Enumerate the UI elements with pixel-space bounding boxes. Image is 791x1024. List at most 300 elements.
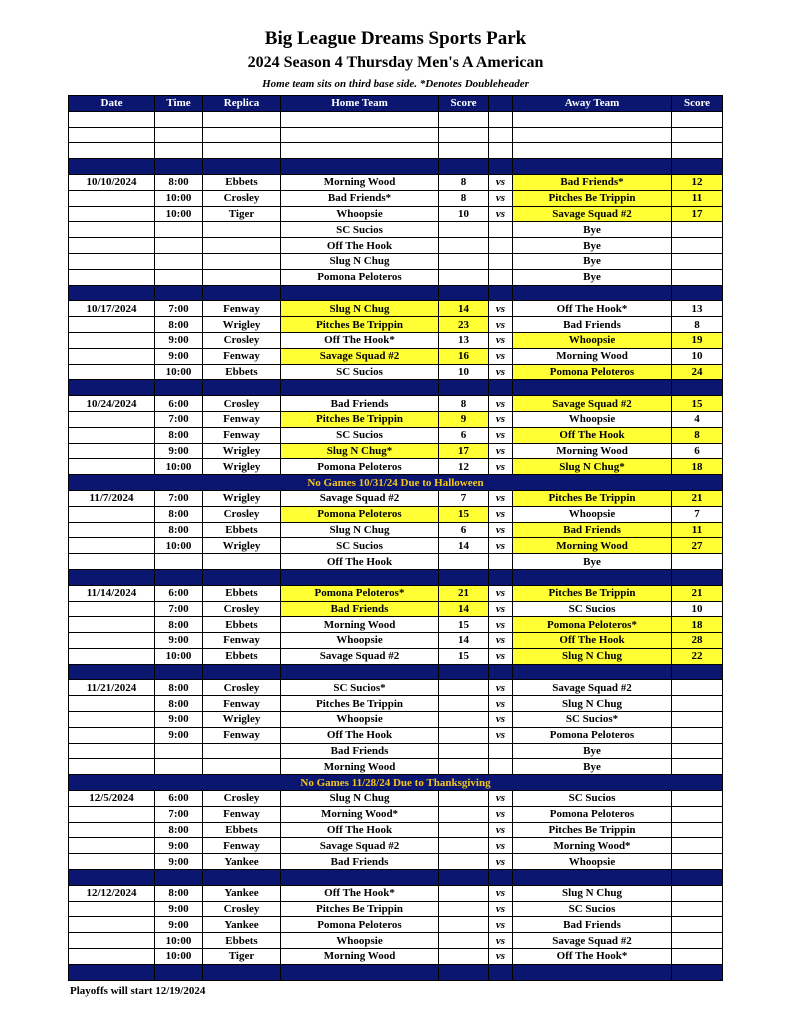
home-score-cell: [439, 901, 489, 917]
home-team-cell: Savage Squad #2: [281, 648, 439, 664]
date-cell: [69, 838, 155, 854]
game-row: [69, 917, 723, 933]
away-team-cell: Slug N Chug: [513, 648, 672, 664]
game-row: [69, 238, 723, 254]
col-date: Date: [69, 96, 155, 112]
field-cell: Wrigley: [203, 538, 281, 554]
game-row: [69, 253, 723, 269]
home-team-cell: Bad Friends*: [281, 190, 439, 206]
section-divider: [69, 159, 723, 175]
field-cell: Crosley: [203, 680, 281, 696]
away-score-cell: 18: [672, 459, 723, 475]
empty-cell: [281, 111, 439, 127]
away-score-cell: 11: [672, 190, 723, 206]
date-cell: 10/24/2024: [69, 396, 155, 412]
field-cell: Crosley: [203, 190, 281, 206]
field-cell: [203, 222, 281, 238]
home-team-cell: Slug N Chug: [281, 301, 439, 317]
home-team-cell: Savage Squad #2: [281, 838, 439, 854]
divider-cell: [513, 964, 672, 980]
vs-cell: vs: [489, 443, 513, 459]
game-row: [69, 269, 723, 285]
home-team-cell: Bad Friends: [281, 601, 439, 617]
date-cell: [69, 759, 155, 775]
game-row: [69, 364, 723, 380]
divider-cell: [513, 159, 672, 175]
time-cell: 10:00: [155, 648, 203, 664]
home-team-cell: Off The Hook: [281, 238, 439, 254]
empty-cell: [203, 127, 281, 143]
away-score-cell: [672, 269, 723, 285]
field-cell: Ebbets: [203, 174, 281, 190]
divider-cell: [281, 159, 439, 175]
away-score-cell: 18: [672, 617, 723, 633]
divider-cell: [439, 159, 489, 175]
empty-cell: [439, 143, 489, 159]
empty-cell: [439, 111, 489, 127]
vs-cell: [489, 554, 513, 570]
section-divider: [69, 664, 723, 680]
vs-cell: vs: [489, 411, 513, 427]
away-team-cell: Whoopsie: [513, 411, 672, 427]
away-team-cell: Bad Friends: [513, 317, 672, 333]
date-cell: [69, 190, 155, 206]
game-row: [69, 554, 723, 570]
home-team-cell: SC Sucios: [281, 222, 439, 238]
section-divider: [69, 285, 723, 301]
away-score-cell: [672, 554, 723, 570]
game-row: [69, 949, 723, 965]
time-cell: 10:00: [155, 190, 203, 206]
col-home-score: Score: [439, 96, 489, 112]
divider-cell: [155, 380, 203, 396]
date-cell: 12/12/2024: [69, 885, 155, 901]
away-team-cell: Bye: [513, 253, 672, 269]
home-score-cell: 8: [439, 396, 489, 412]
home-score-cell: [439, 822, 489, 838]
home-team-cell: Off The Hook: [281, 727, 439, 743]
away-team-cell: Savage Squad #2: [513, 680, 672, 696]
field-cell: [203, 743, 281, 759]
home-score-cell: 15: [439, 648, 489, 664]
date-cell: [69, 348, 155, 364]
schedule-note: Home team sits on third base side. *Denotes Doubleheader: [262, 78, 529, 90]
section-divider: [69, 964, 723, 980]
empty-cell: [281, 143, 439, 159]
vs-cell: [489, 222, 513, 238]
away-score-cell: 10: [672, 601, 723, 617]
section-divider: [69, 380, 723, 396]
time-cell: 10:00: [155, 206, 203, 222]
field-cell: Ebbets: [203, 585, 281, 601]
time-cell: 7:00: [155, 301, 203, 317]
home-team-cell: Morning Wood: [281, 759, 439, 775]
vs-cell: vs: [489, 538, 513, 554]
vs-cell: vs: [489, 806, 513, 822]
game-row: [69, 727, 723, 743]
field-cell: Crosley: [203, 601, 281, 617]
away-score-cell: 22: [672, 648, 723, 664]
schedule-table: [68, 95, 723, 981]
time-cell: 7:00: [155, 411, 203, 427]
away-score-cell: [672, 901, 723, 917]
home-team-cell: Savage Squad #2: [281, 490, 439, 506]
home-score-cell: 15: [439, 617, 489, 633]
vs-cell: vs: [489, 885, 513, 901]
vs-cell: vs: [489, 601, 513, 617]
date-cell: [69, 522, 155, 538]
away-score-cell: 24: [672, 364, 723, 380]
home-score-cell: [439, 759, 489, 775]
time-cell: [155, 253, 203, 269]
away-team-cell: Pitches Be Trippin: [513, 190, 672, 206]
empty-row: [69, 143, 723, 159]
date-cell: [69, 822, 155, 838]
vs-cell: vs: [489, 459, 513, 475]
away-score-cell: [672, 680, 723, 696]
away-team-cell: SC Sucios: [513, 601, 672, 617]
home-score-cell: 14: [439, 601, 489, 617]
home-score-cell: [439, 838, 489, 854]
divider-cell: [489, 870, 513, 886]
divider-cell: [281, 380, 439, 396]
divider-cell: [155, 569, 203, 585]
vs-cell: vs: [489, 332, 513, 348]
vs-cell: vs: [489, 522, 513, 538]
game-row: [69, 506, 723, 522]
no-games-text: No Games 11/28/24 Due to Thanksgiving: [69, 775, 723, 791]
date-cell: [69, 538, 155, 554]
date-cell: [69, 696, 155, 712]
empty-cell: [155, 127, 203, 143]
date-cell: [69, 506, 155, 522]
home-score-cell: [439, 712, 489, 728]
away-score-cell: 12: [672, 174, 723, 190]
no-games-notice: [69, 475, 723, 491]
away-team-cell: Morning Wood: [513, 348, 672, 364]
game-row: [69, 522, 723, 538]
field-cell: Wrigley: [203, 459, 281, 475]
away-score-cell: 19: [672, 332, 723, 348]
time-cell: 9:00: [155, 712, 203, 728]
divider-cell: [69, 964, 155, 980]
divider-cell: [203, 285, 281, 301]
field-cell: Yankee: [203, 854, 281, 870]
vs-cell: vs: [489, 396, 513, 412]
away-score-cell: 6: [672, 443, 723, 459]
vs-cell: vs: [489, 506, 513, 522]
away-score-cell: [672, 791, 723, 807]
time-cell: 8:00: [155, 822, 203, 838]
home-score-cell: 6: [439, 522, 489, 538]
date-cell: 10/10/2024: [69, 174, 155, 190]
home-score-cell: 10: [439, 206, 489, 222]
away-team-cell: SC Sucios*: [513, 712, 672, 728]
home-team-cell: Slug N Chug: [281, 791, 439, 807]
away-team-cell: Off The Hook: [513, 633, 672, 649]
vs-cell: vs: [489, 206, 513, 222]
home-team-cell: Pomona Peloteros: [281, 269, 439, 285]
field-cell: Ebbets: [203, 933, 281, 949]
date-cell: [69, 427, 155, 443]
time-cell: 9:00: [155, 332, 203, 348]
home-team-cell: Whoopsie: [281, 933, 439, 949]
away-team-cell: Bye: [513, 554, 672, 570]
home-score-cell: 8: [439, 174, 489, 190]
home-score-cell: 14: [439, 301, 489, 317]
away-team-cell: Pitches Be Trippin: [513, 585, 672, 601]
date-cell: 11/21/2024: [69, 680, 155, 696]
date-cell: [69, 253, 155, 269]
date-cell: 12/5/2024: [69, 791, 155, 807]
field-cell: Crosley: [203, 332, 281, 348]
date-cell: [69, 222, 155, 238]
field-cell: Fenway: [203, 806, 281, 822]
field-cell: Yankee: [203, 917, 281, 933]
home-team-cell: Morning Wood: [281, 174, 439, 190]
vs-cell: vs: [489, 680, 513, 696]
vs-cell: vs: [489, 364, 513, 380]
empty-cell: [672, 143, 723, 159]
col-vs: [489, 96, 513, 112]
away-team-cell: Savage Squad #2: [513, 396, 672, 412]
away-team-cell: Bad Friends: [513, 917, 672, 933]
home-score-cell: [439, 743, 489, 759]
vs-cell: [489, 238, 513, 254]
away-team-cell: Pomona Peloteros: [513, 364, 672, 380]
date-cell: [69, 443, 155, 459]
divider-cell: [203, 569, 281, 585]
date-cell: [69, 206, 155, 222]
divider-cell: [281, 285, 439, 301]
home-team-cell: Pomona Peloteros*: [281, 585, 439, 601]
game-row: [69, 585, 723, 601]
field-cell: Yankee: [203, 885, 281, 901]
away-team-cell: Pitches Be Trippin: [513, 822, 672, 838]
field-cell: [203, 269, 281, 285]
game-row: [69, 633, 723, 649]
game-row: [69, 317, 723, 333]
game-row: [69, 743, 723, 759]
vs-cell: vs: [489, 427, 513, 443]
away-score-cell: [672, 854, 723, 870]
date-cell: [69, 712, 155, 728]
field-cell: Tiger: [203, 206, 281, 222]
away-team-cell: Off The Hook*: [513, 949, 672, 965]
time-cell: 8:00: [155, 506, 203, 522]
vs-cell: vs: [489, 727, 513, 743]
empty-row: [69, 127, 723, 143]
time-cell: 9:00: [155, 443, 203, 459]
game-row: [69, 617, 723, 633]
away-team-cell: Whoopsie: [513, 506, 672, 522]
game-row: [69, 712, 723, 728]
away-score-cell: 8: [672, 317, 723, 333]
divider-cell: [439, 664, 489, 680]
date-cell: [69, 633, 155, 649]
vs-cell: vs: [489, 696, 513, 712]
date-cell: [69, 411, 155, 427]
divider-cell: [203, 664, 281, 680]
away-score-cell: [672, 949, 723, 965]
away-team-cell: SC Sucios: [513, 901, 672, 917]
field-cell: Ebbets: [203, 617, 281, 633]
away-team-cell: Pomona Peloteros: [513, 806, 672, 822]
empty-cell: [489, 111, 513, 127]
away-score-cell: [672, 822, 723, 838]
empty-row: [69, 111, 723, 127]
divider-cell: [513, 664, 672, 680]
away-team-cell: Bye: [513, 743, 672, 759]
divider-cell: [489, 285, 513, 301]
home-team-cell: Whoopsie: [281, 633, 439, 649]
divider-cell: [672, 380, 723, 396]
empty-cell: [203, 143, 281, 159]
home-team-cell: Pomona Peloteros: [281, 459, 439, 475]
vs-cell: vs: [489, 791, 513, 807]
page-subtitle: 2024 Season 4 Thursday Men's A American: [247, 54, 544, 71]
away-team-cell: Pomona Peloteros*: [513, 617, 672, 633]
divider-cell: [489, 664, 513, 680]
field-cell: Wrigley: [203, 712, 281, 728]
game-row: [69, 222, 723, 238]
home-score-cell: [439, 933, 489, 949]
away-score-cell: [672, 885, 723, 901]
field-cell: Fenway: [203, 427, 281, 443]
time-cell: 9:00: [155, 917, 203, 933]
away-score-cell: [672, 917, 723, 933]
away-score-cell: [672, 696, 723, 712]
away-score-cell: 28: [672, 633, 723, 649]
game-row: [69, 601, 723, 617]
home-team-cell: Bad Friends: [281, 743, 439, 759]
away-team-cell: Whoopsie: [513, 332, 672, 348]
field-cell: [203, 554, 281, 570]
time-cell: 8:00: [155, 522, 203, 538]
away-score-cell: [672, 838, 723, 854]
home-team-cell: Morning Wood: [281, 617, 439, 633]
game-row: [69, 301, 723, 317]
vs-cell: vs: [489, 585, 513, 601]
time-cell: [155, 743, 203, 759]
away-score-cell: [672, 806, 723, 822]
home-score-cell: 6: [439, 427, 489, 443]
time-cell: 8:00: [155, 317, 203, 333]
divider-cell: [489, 380, 513, 396]
away-score-cell: [672, 712, 723, 728]
field-cell: Wrigley: [203, 490, 281, 506]
empty-cell: [203, 111, 281, 127]
col-time: Time: [155, 96, 203, 112]
divider-cell: [281, 664, 439, 680]
divider-cell: [672, 159, 723, 175]
home-team-cell: Pitches Be Trippin: [281, 411, 439, 427]
divider-cell: [439, 870, 489, 886]
home-score-cell: [439, 885, 489, 901]
away-score-cell: 15: [672, 396, 723, 412]
date-cell: [69, 364, 155, 380]
divider-cell: [672, 569, 723, 585]
home-team-cell: SC Sucios*: [281, 680, 439, 696]
away-score-cell: [672, 222, 723, 238]
date-cell: [69, 743, 155, 759]
empty-cell: [281, 127, 439, 143]
empty-cell: [155, 143, 203, 159]
away-team-cell: Pitches Be Trippin: [513, 490, 672, 506]
home-score-cell: [439, 854, 489, 870]
home-score-cell: [439, 806, 489, 822]
home-team-cell: Slug N Chug: [281, 522, 439, 538]
home-score-cell: [439, 791, 489, 807]
vs-cell: vs: [489, 617, 513, 633]
vs-cell: vs: [489, 648, 513, 664]
divider-cell: [439, 380, 489, 396]
time-cell: 7:00: [155, 490, 203, 506]
away-team-cell: SC Sucios: [513, 791, 672, 807]
game-row: [69, 854, 723, 870]
time-cell: 9:00: [155, 838, 203, 854]
date-cell: [69, 332, 155, 348]
divider-cell: [203, 159, 281, 175]
away-score-cell: [672, 759, 723, 775]
divider-cell: [513, 285, 672, 301]
no-games-notice: [69, 775, 723, 791]
empty-cell: [672, 127, 723, 143]
away-team-cell: Bye: [513, 759, 672, 775]
game-row: [69, 538, 723, 554]
time-cell: 8:00: [155, 174, 203, 190]
game-row: [69, 459, 723, 475]
home-team-cell: SC Sucios: [281, 427, 439, 443]
field-cell: Fenway: [203, 411, 281, 427]
divider-cell: [69, 870, 155, 886]
date-cell: [69, 648, 155, 664]
away-team-cell: Morning Wood*: [513, 838, 672, 854]
section-divider: [69, 870, 723, 886]
date-cell: [69, 727, 155, 743]
divider-cell: [69, 569, 155, 585]
divider-cell: [672, 664, 723, 680]
field-cell: Fenway: [203, 727, 281, 743]
divider-cell: [281, 964, 439, 980]
home-score-cell: 7: [439, 490, 489, 506]
field-cell: Fenway: [203, 838, 281, 854]
col-replica: Replica: [203, 96, 281, 112]
game-row: [69, 332, 723, 348]
game-row: [69, 759, 723, 775]
time-cell: 8:00: [155, 680, 203, 696]
away-team-cell: Whoopsie: [513, 854, 672, 870]
game-row: [69, 901, 723, 917]
field-cell: Crosley: [203, 901, 281, 917]
game-row: [69, 174, 723, 190]
home-score-cell: 9: [439, 411, 489, 427]
home-score-cell: [439, 554, 489, 570]
away-team-cell: Bad Friends: [513, 522, 672, 538]
empty-cell: [672, 111, 723, 127]
home-score-cell: [439, 253, 489, 269]
field-cell: Crosley: [203, 506, 281, 522]
away-team-cell: Off The Hook: [513, 427, 672, 443]
page-title: Big League Dreams Sports Park: [264, 28, 527, 49]
home-team-cell: Off The Hook*: [281, 885, 439, 901]
date-cell: [69, 901, 155, 917]
home-score-cell: 8: [439, 190, 489, 206]
time-cell: [155, 554, 203, 570]
away-score-cell: [672, 238, 723, 254]
away-team-cell: Savage Squad #2: [513, 933, 672, 949]
away-score-cell: 13: [672, 301, 723, 317]
